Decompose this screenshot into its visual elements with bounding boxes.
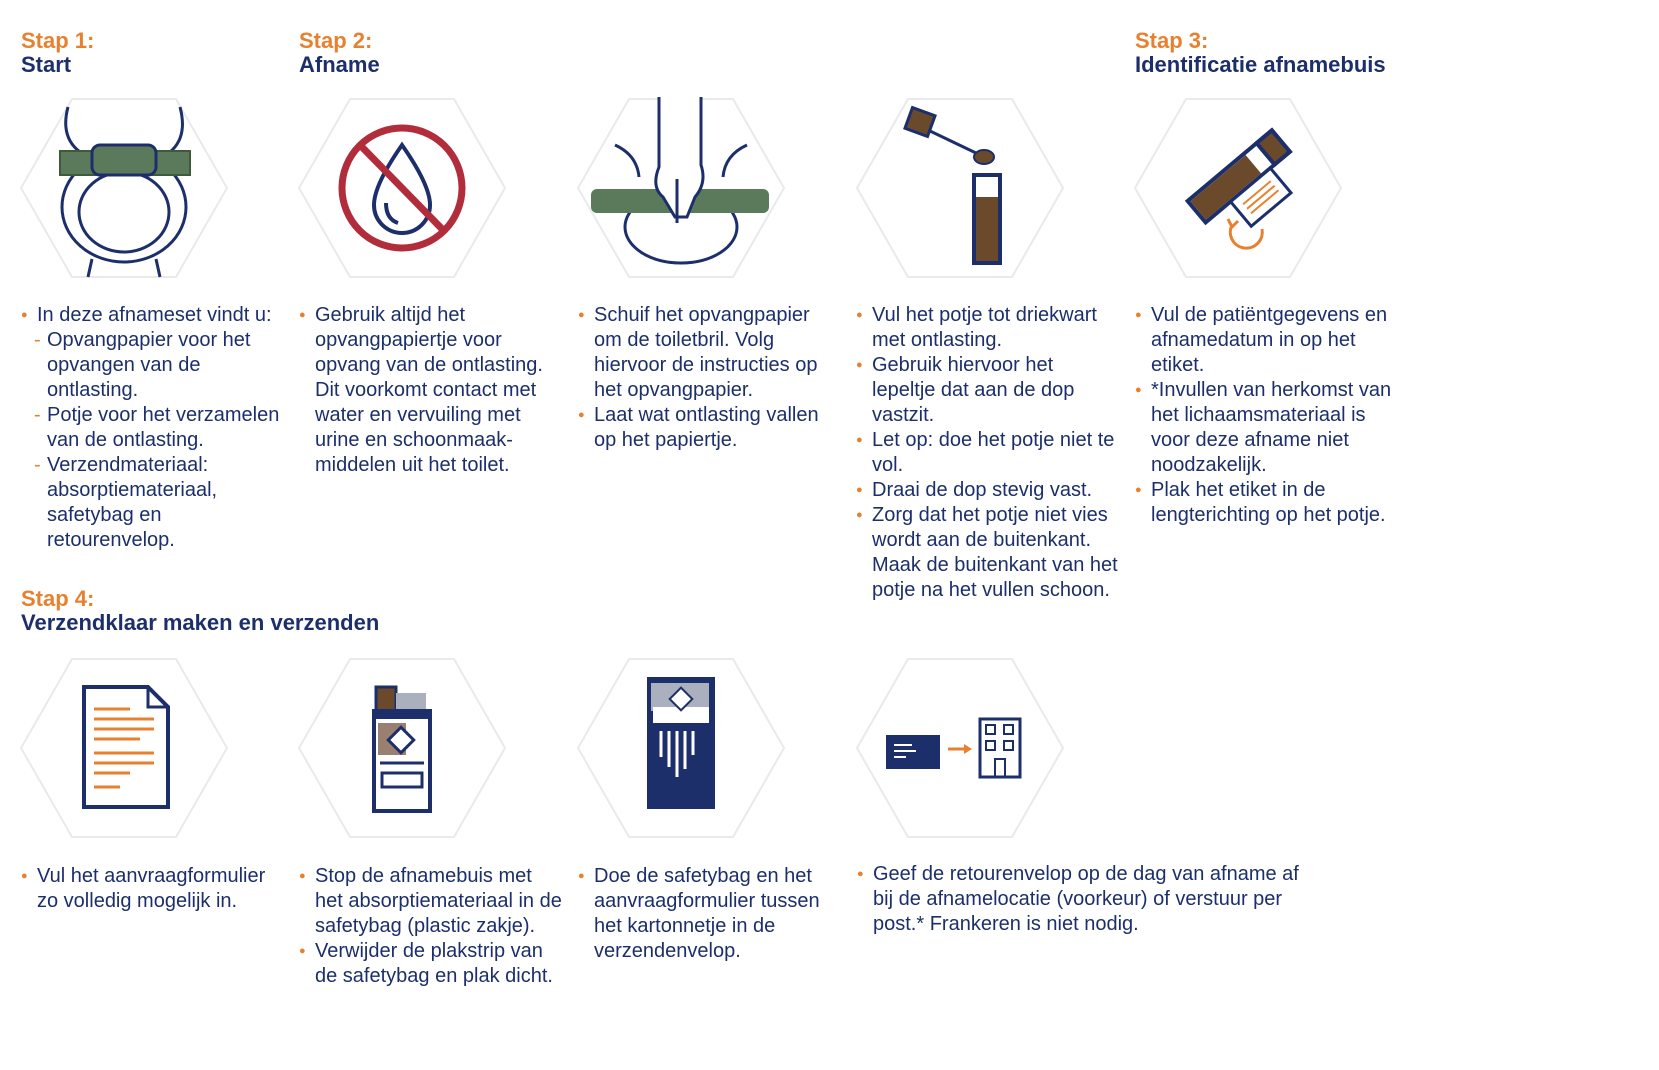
instruction-item: ● *Invullen van herkomst van het lichaamsmateriaal is voor deze afname niet noodzakelijk.	[1135, 378, 1395, 478]
no-water-icon	[298, 97, 506, 279]
step1-label: Stap 1:	[21, 28, 95, 53]
envelope-icon	[577, 657, 785, 839]
step2-text-a	[299, 303, 559, 478]
step4-label: Stap 4:	[21, 586, 95, 611]
step3-label: Stap 3:	[1135, 28, 1209, 53]
hand-toilet-icon	[577, 97, 785, 279]
step2-heading	[299, 29, 380, 77]
instruction-item: - Opvangpapier voor het opvangen van de ontlasting.	[21, 328, 281, 403]
instruction-item: ● Schuif het opvangpapier om de toiletbril. Volg hiervoor de instructies op het opvangpapier.	[578, 303, 838, 403]
step3-heading	[1135, 29, 1386, 77]
step1-text	[21, 303, 281, 553]
instruction-item: ● Doe de safetybag en het aanvraagformulier tussen het kartonnetje in de verzendenvelop.	[578, 864, 838, 964]
label-tube-icon	[1134, 97, 1342, 279]
instruction-item: ● Vul de patiëntgegevens en afnamedatum in op het etiket.	[1135, 303, 1395, 378]
step1-title: Start	[21, 52, 72, 77]
instruction-item: ● Vul het potje tot driekwart met ontlasting.	[856, 303, 1121, 353]
instruction-item: ● In deze afnameset vindt u:	[21, 303, 281, 328]
step2-label: Stap 2:	[299, 28, 373, 53]
instruction-item: ● Let op: doe het potje niet te vol.	[856, 428, 1121, 478]
instruction-item: ● Geef de retourenvelop op de dag van afname af bij de afnamelocatie (voorkeur) of verstuur per post.* Frankeren is niet nodig.	[857, 862, 1317, 937]
step4-text-d	[857, 862, 1317, 937]
spoon-tube-icon	[856, 97, 1064, 279]
instruction-item: ● Verwijder de plakstrip van de safetybag en plak dicht.	[299, 939, 564, 989]
instruction-item: - Verzendmateriaal: absorptiemateriaal, safetybag en retourenvelop.	[21, 453, 281, 553]
step2-text-c	[856, 303, 1121, 603]
step2-text-b	[578, 303, 838, 453]
instruction-item: ● Plak het etiket in de lengterichting op het potje.	[1135, 478, 1395, 528]
instruction-item: ● Draai de dop stevig vast.	[856, 478, 1121, 503]
step3-text	[1135, 303, 1395, 528]
step4-text-c	[578, 864, 838, 964]
instruction-item: ● Zorg dat het potje niet vies wordt aan de buitenkant. Maak de buitenkant van het potje na het vullen schoon.	[856, 503, 1121, 603]
send-to-lab-icon	[856, 657, 1064, 839]
safetybag-icon	[298, 657, 506, 839]
instruction-item: - Potje voor het verzamelen van de ontlasting.	[21, 403, 281, 453]
step1-heading	[21, 29, 94, 77]
step4-title: Verzendklaar maken en verzenden	[21, 610, 380, 635]
toilet-paper-icon	[20, 97, 228, 279]
instruction-item: ● Stop de afnamebuis met het absorptiemateriaal in de safetybag (plastic zakje).	[299, 864, 564, 939]
step4-text-b	[299, 864, 564, 989]
instruction-item: ● Laat wat ontlasting vallen op het papiertje.	[578, 403, 838, 453]
instruction-item: ● Gebruik hiervoor het lepeltje dat aan de dop vastzit.	[856, 353, 1121, 428]
instruction-item: ● Gebruik altijd het opvangpapiertje voor opvang van de ontlasting. Dit voorkomt contact met water en vervuiling met urine en schoonmaak-middelen uit het toilet.	[299, 303, 559, 478]
step4-heading	[21, 587, 379, 635]
instruction-item: ● Vul het aanvraagformulier zo volledig mogelijk in.	[21, 864, 281, 914]
step3-title: Identificatie afnamebuis	[1135, 52, 1386, 77]
step4-text-a	[21, 864, 281, 914]
form-icon	[20, 657, 228, 839]
step2-title: Afname	[299, 52, 380, 77]
